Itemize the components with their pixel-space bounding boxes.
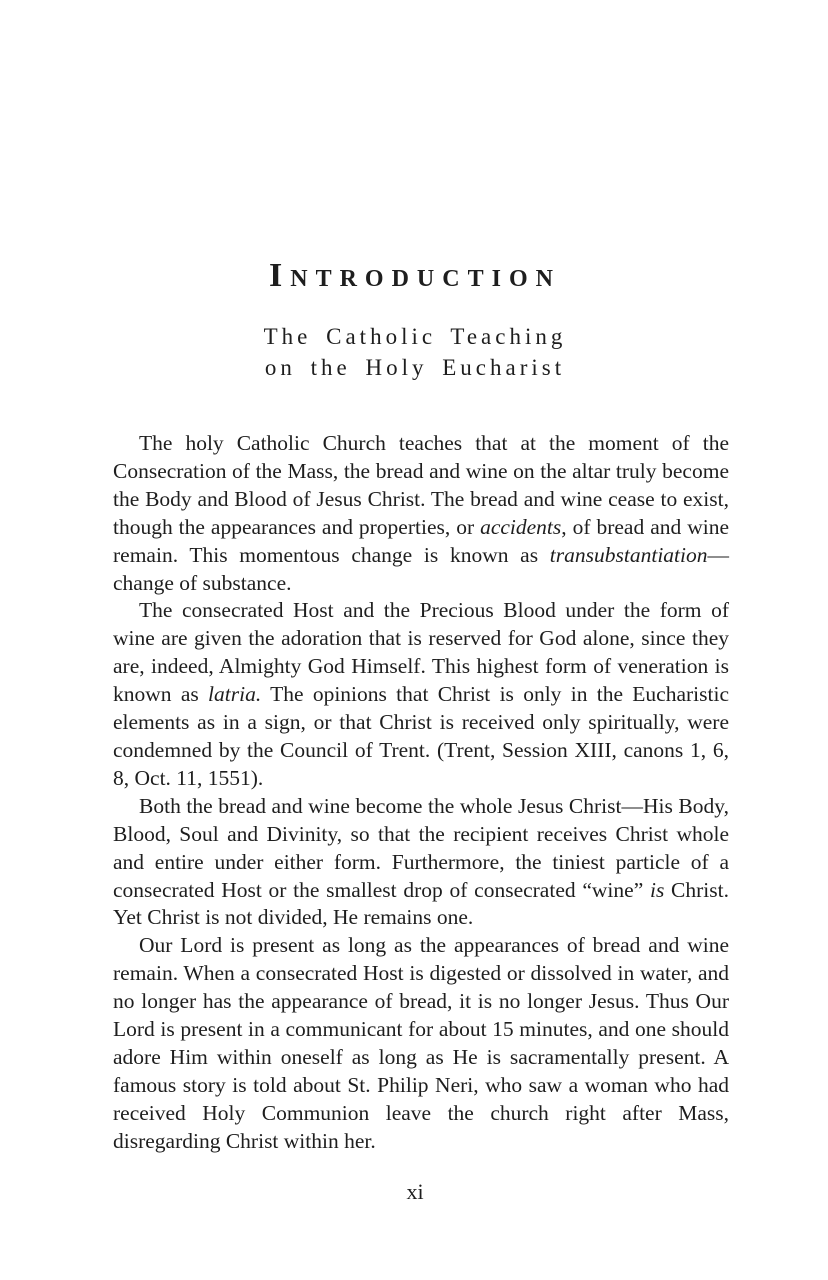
paragraph-4: Our Lord is present as long as the appearances of bread and wine remain. When a consecrated Host is digested or dissolved in water, and no longer has the appearance of bread, it is no longer Jesus. Thus Our Lord is present in a communicant for about 15 minutes, and one should adore Him within oneself as long as He is sacramentally present. A famous story is told about St. Philip Neri, who saw a woman who had received Holy Communion leave the church right after Mass, disregarding Christ within her. <box>113 933 729 1153</box>
paragraph-2: The consecrated Host and the Precious Blood under the form of wine are given the adoration that is reserved for God alone, since they are, indeed, Almighty God Himself. This highest form of veneration is known as latria. The opinions that Christ is only in the Eucharistic elements as in a sign, or that Christ is received only spiritually, were condemned by the Council of Trent. (Trent, Session XIII, canons 1, 6, 8, Oct. 11, 1551). <box>113 598 730 790</box>
chapter-subtitle <box>105 321 725 383</box>
body-text <box>113 430 729 1156</box>
chapter-subtitle-line-2: on the Holy Eucharist <box>264 355 566 380</box>
chapter-subtitle-line-1: The Catholic Teaching <box>263 324 567 349</box>
paragraph-3: Both the bread and wine become the whole Jesus Christ—His Body, Blood, Soul and Divinity, so that the recipient receives Christ whole and entire under either form. Furthermore, the tiniest particle of a consecrated Host or the smallest drop of consecrated “wine” is Christ. Yet Christ is not divided, He remains one. <box>113 793 729 930</box>
page-number: xi <box>406 1179 424 1204</box>
chapter-title: Introduction <box>269 257 561 294</box>
paragraph-1: The holy Catholic Church teaches that at the moment of the Consecration of the Mass, the bread and wine on the altar truly become the Body and Blood of Jesus Christ. The bread and wine cease to exist, though the appearances and properties, or accidents, of bread and wine remain. This momentous change is known as transubstantiation—change of substance. <box>113 431 729 595</box>
